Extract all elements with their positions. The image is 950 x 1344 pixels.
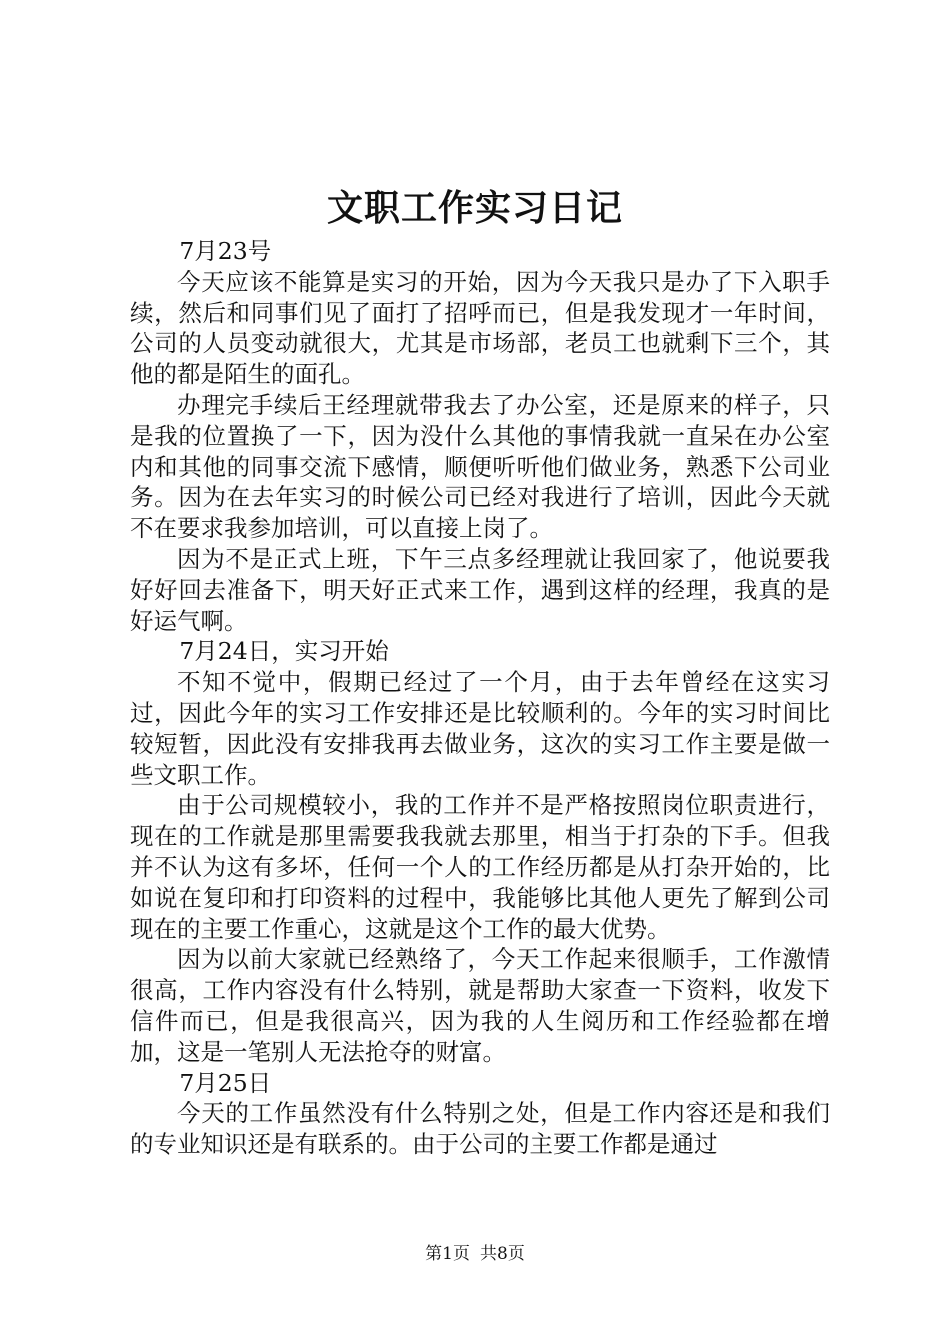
body-paragraph: 今天应该不能算是实习的开始，因为今天我只是办了下入职手续，然后和同事们见了面打了招呼而已，但是我发现才一年时间，公司的人员变动就很大，尤其是市场部，老员工也就剩下三个，其他的都是陌生的面孔。: [130, 267, 830, 389]
body-paragraph: 办理完手续后王经理就带我去了办公室，还是原来的样子，只是我的位置换了一下，因为没什么其他的事情我就一直呆在办公室内和其他的同事交流下感情，顺便听听他们做业务，熟悉下公司业务。因为在去年实习的时候公司已经对我进行了培训，因此今天就不在要求我参加培训，可以直接上岗了。: [130, 390, 830, 543]
body-paragraph: 因为以前大家就已经熟络了，今天工作起来很顺手，工作激情很高，工作内容没有什么特别，就是帮助大家查一下资料，收发下信件而已，但是我很高兴，因为我的人生阅历和工作经验都在增加，这是一笔别人无法抢夺的财富。: [130, 945, 830, 1066]
page-number: 第1页: [425, 1244, 470, 1264]
body-paragraph: 今天的工作虽然没有什么特别之处，但是工作内容还是和我们的专业知识还是有联系的。由于公司的主要工作都是通过: [130, 1099, 830, 1159]
diary-date: 7月24日，实习开始: [179, 637, 389, 666]
page-footer: [0, 1242, 950, 1266]
page-total: 共8页: [480, 1244, 525, 1264]
document-body: [130, 236, 830, 1160]
diary-date: 7月23号: [179, 237, 272, 265]
body-paragraph: 不知不觉中，假期已经过了一个月，由于去年曾经在这实习过，因此今年的实习工作安排还是比较顺利的。今年的实习时间比较短暂，因此没有安排我再去做业务，这次的实习工作主要是做一些文职工作。: [130, 668, 830, 789]
diary-date: 7月25日: [179, 1068, 272, 1097]
document-title: 文职工作实习日记: [326, 187, 623, 229]
body-paragraph: 因为不是正式上班，下午三点多经理就让我回家了，他说要我好好回去准备下，明天好正式来工作，遇到这样的经理，我真的是好运气啊。: [130, 544, 830, 635]
body-paragraph: 由于公司规模较小，我的工作并不是严格按照岗位职责进行，现在的工作就是那里需要我我就去那里，相当于打杂的下手。但我并不认为这有多坏，任何一个人的工作经历都是从打杂开始的，比如说在复印和打印资料的过程中，我能够比其他人更先了解到公司现在的主要工作重心，这就是这个工作的最大优势。: [130, 791, 830, 943]
